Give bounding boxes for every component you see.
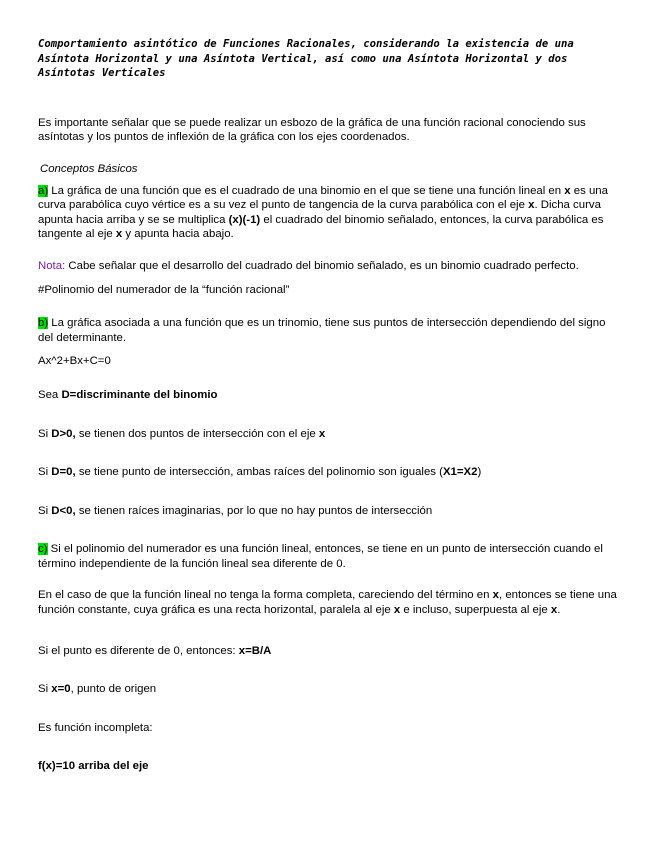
nota-paragraph: Nota: Cabe señalar que el desarrollo del cuadrado del binomio señalado, es un binomio cuadrado perfecto. <box>38 259 579 272</box>
case-d-positive: Si D>0, se tienen dos puntos de intersección con el eje x <box>38 427 326 440</box>
highlight-marker-c: c) <box>38 543 48 556</box>
formula-line: Ax^2+Bx+C=0 <box>38 355 111 368</box>
case-d-negative: Si D<0, se tienen raíces imaginarias, por lo que no hay puntos de intersección <box>38 504 433 517</box>
paragraph-a: a) La gráfica de una función que es el cuadrado de una binomio en el que se tiene una función lineal en x es una curva parabólica cuyo vértice es a su vez el punto de tangencia de la curva parabólica con el eje x. Dicha curva apunta hacia arriba y se se multiplica (x)(-1) el cuadrado del binomio señalado, entonces, la curva parabólica es tangente al eje x y apunta hacia abajo. <box>38 184 608 241</box>
incompleta-line: Es función incompleta: <box>38 721 153 734</box>
paragraph-b: b) La gráfica asociada a una función que es un trinomio, tiene sus puntos de intersección dependiendo del signo del determinante. <box>38 317 606 344</box>
origen-line: Si x=0, punto de origen <box>38 683 157 696</box>
sea-line: Sea D=discriminante del binomio <box>38 388 218 401</box>
document-title: Comportamiento asintótico de Funciones Racionales, considerando la existencia de una Asíntota Horizontal y una Asíntota Vertical, así como una Asíntota Horizontal y dos Asíntotas Verticales <box>38 38 574 80</box>
polinomio-line: #Polinomio del numerador de la “función racional” <box>38 283 290 296</box>
intro-paragraph: Es importante señalar que se puede realizar un esbozo de la gráfica de una función racional conociendo sus asíntotas y los puntos de inflexión de la gráfica con los ejes coordenados. <box>38 116 586 144</box>
paragraph-c: c) Si el polinomio del numerador es una función lineal, entonces, se tiene en un punto de intersección cuando el término independiente de la función lineal sea diferente de 0. <box>38 543 603 570</box>
highlight-marker-a: a) <box>38 184 49 197</box>
punto-line: Si el punto es diferente de 0, entonces: x=B/A <box>38 644 272 657</box>
highlight-marker-b: b) <box>38 317 49 330</box>
case-d-zero: Si D=0, se tiene punto de intersección, ambas raíces del polinomio son iguales (X1=X2) <box>38 466 482 479</box>
fx-line: f(x)=10 arriba del eje <box>38 760 149 773</box>
section-subtitle: Conceptos Básicos <box>40 162 138 175</box>
caso-paragraph: En el caso de que la función lineal no tenga la forma completa, careciendo del término en x, entonces se tiene una función constante, cuya gráfica es una recta horizontal, paralela al eje x e incluso, superpuesta al eje x. <box>38 589 617 617</box>
nota-label: Nota: <box>38 259 66 272</box>
document-page <box>38 37 618 774</box>
